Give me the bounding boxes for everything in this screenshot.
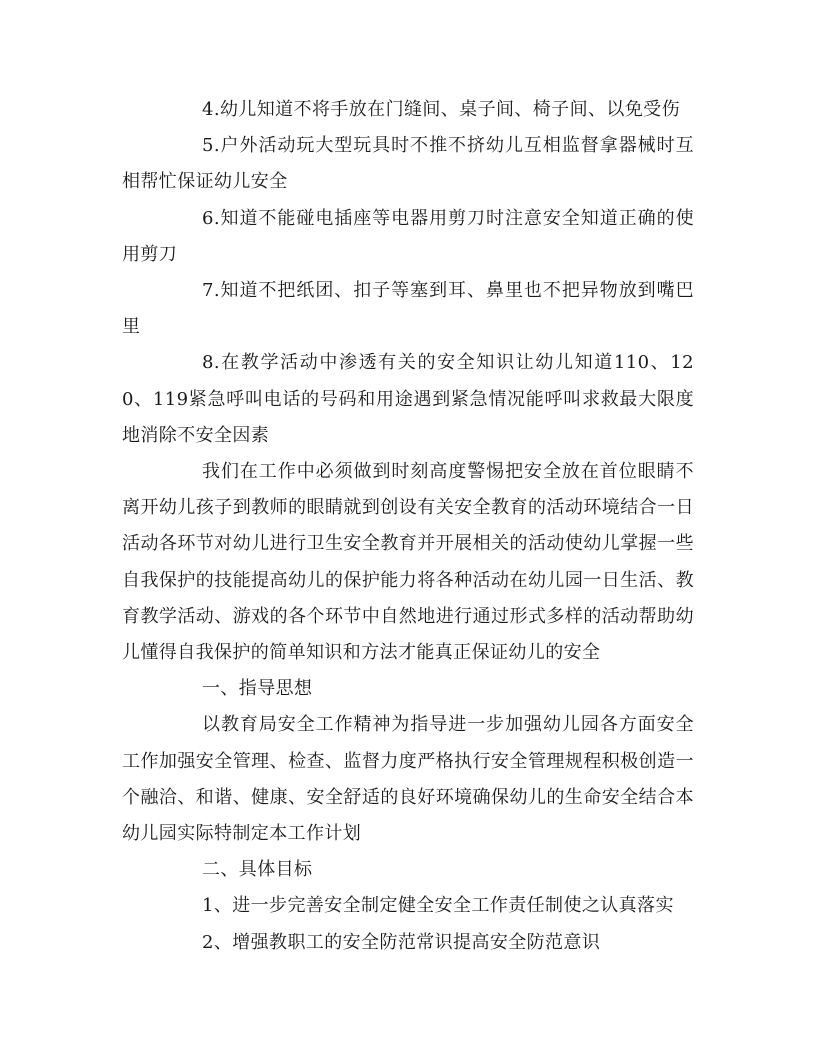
- document-body: [122, 92, 694, 961]
- goal-item-2: 2、增强教职工的安全防范常识提高安全防范意识: [202, 931, 601, 953]
- paragraph-item-7: 7.知道不把纸团、扣子等塞到耳、鼻里也不把异物放到嘴巴里: [122, 280, 694, 338]
- goal-item-1: 1、进一步完善安全制定健全安全工作责任制使之认真落实: [202, 895, 674, 917]
- paragraph-item-4: 4.幼儿知道不将手放在门缝间、桌子间、椅子间、以免受伤: [202, 99, 680, 120]
- paragraph-item-5: 5.户外活动玩大型玩具时不推不挤幼儿互相监督拿器械时互相帮忙保证幼儿安全: [122, 135, 694, 193]
- paragraph-item-6: 6.知道不能碰电插座等电器用剪刀时注意安全知道正确的使用剪刀: [122, 207, 694, 265]
- paragraph-item-8: 8.在教学活动中渗透有关的安全知识让幼儿知道110、120、119紧急呼叫电话的号码和用途遇到紧急情况能呼叫求救最大限度地消除不安全因素: [122, 352, 694, 446]
- section-heading-guiding-idea: 一、指导思想: [202, 678, 313, 700]
- paragraph-summary: 我们在工作中必须做到时刻高度警惕把安全放在首位眼睛不离开幼儿孩子到教师的眼睛就到创设有关安全教育的活动环境结合一日活动各环节对幼儿进行卫生安全教育并开展相关的活动使幼儿掌握一些自我保护的技能提高幼儿的保护能力将各种活动在幼儿园一日生活、教育教学活动、游戏的各个环节中自然地进行通过形式多样的活动帮助幼儿懂得自我保护的简单知识和方法才能真正保证幼儿的安全: [122, 461, 694, 664]
- paragraph-guiding-idea: 以教育局安全工作精神为指导进一步加强幼儿园各方面安全工作加强安全管理、检查、监督力度严格执行安全管理规程积极创造一个融洽、和谐、健康、安全舒适的良好环境确保幼儿的生命安全结合本幼儿园实际特制定本工作计划: [122, 714, 694, 845]
- section-heading-specific-goals: 二、具体目标: [202, 859, 313, 881]
